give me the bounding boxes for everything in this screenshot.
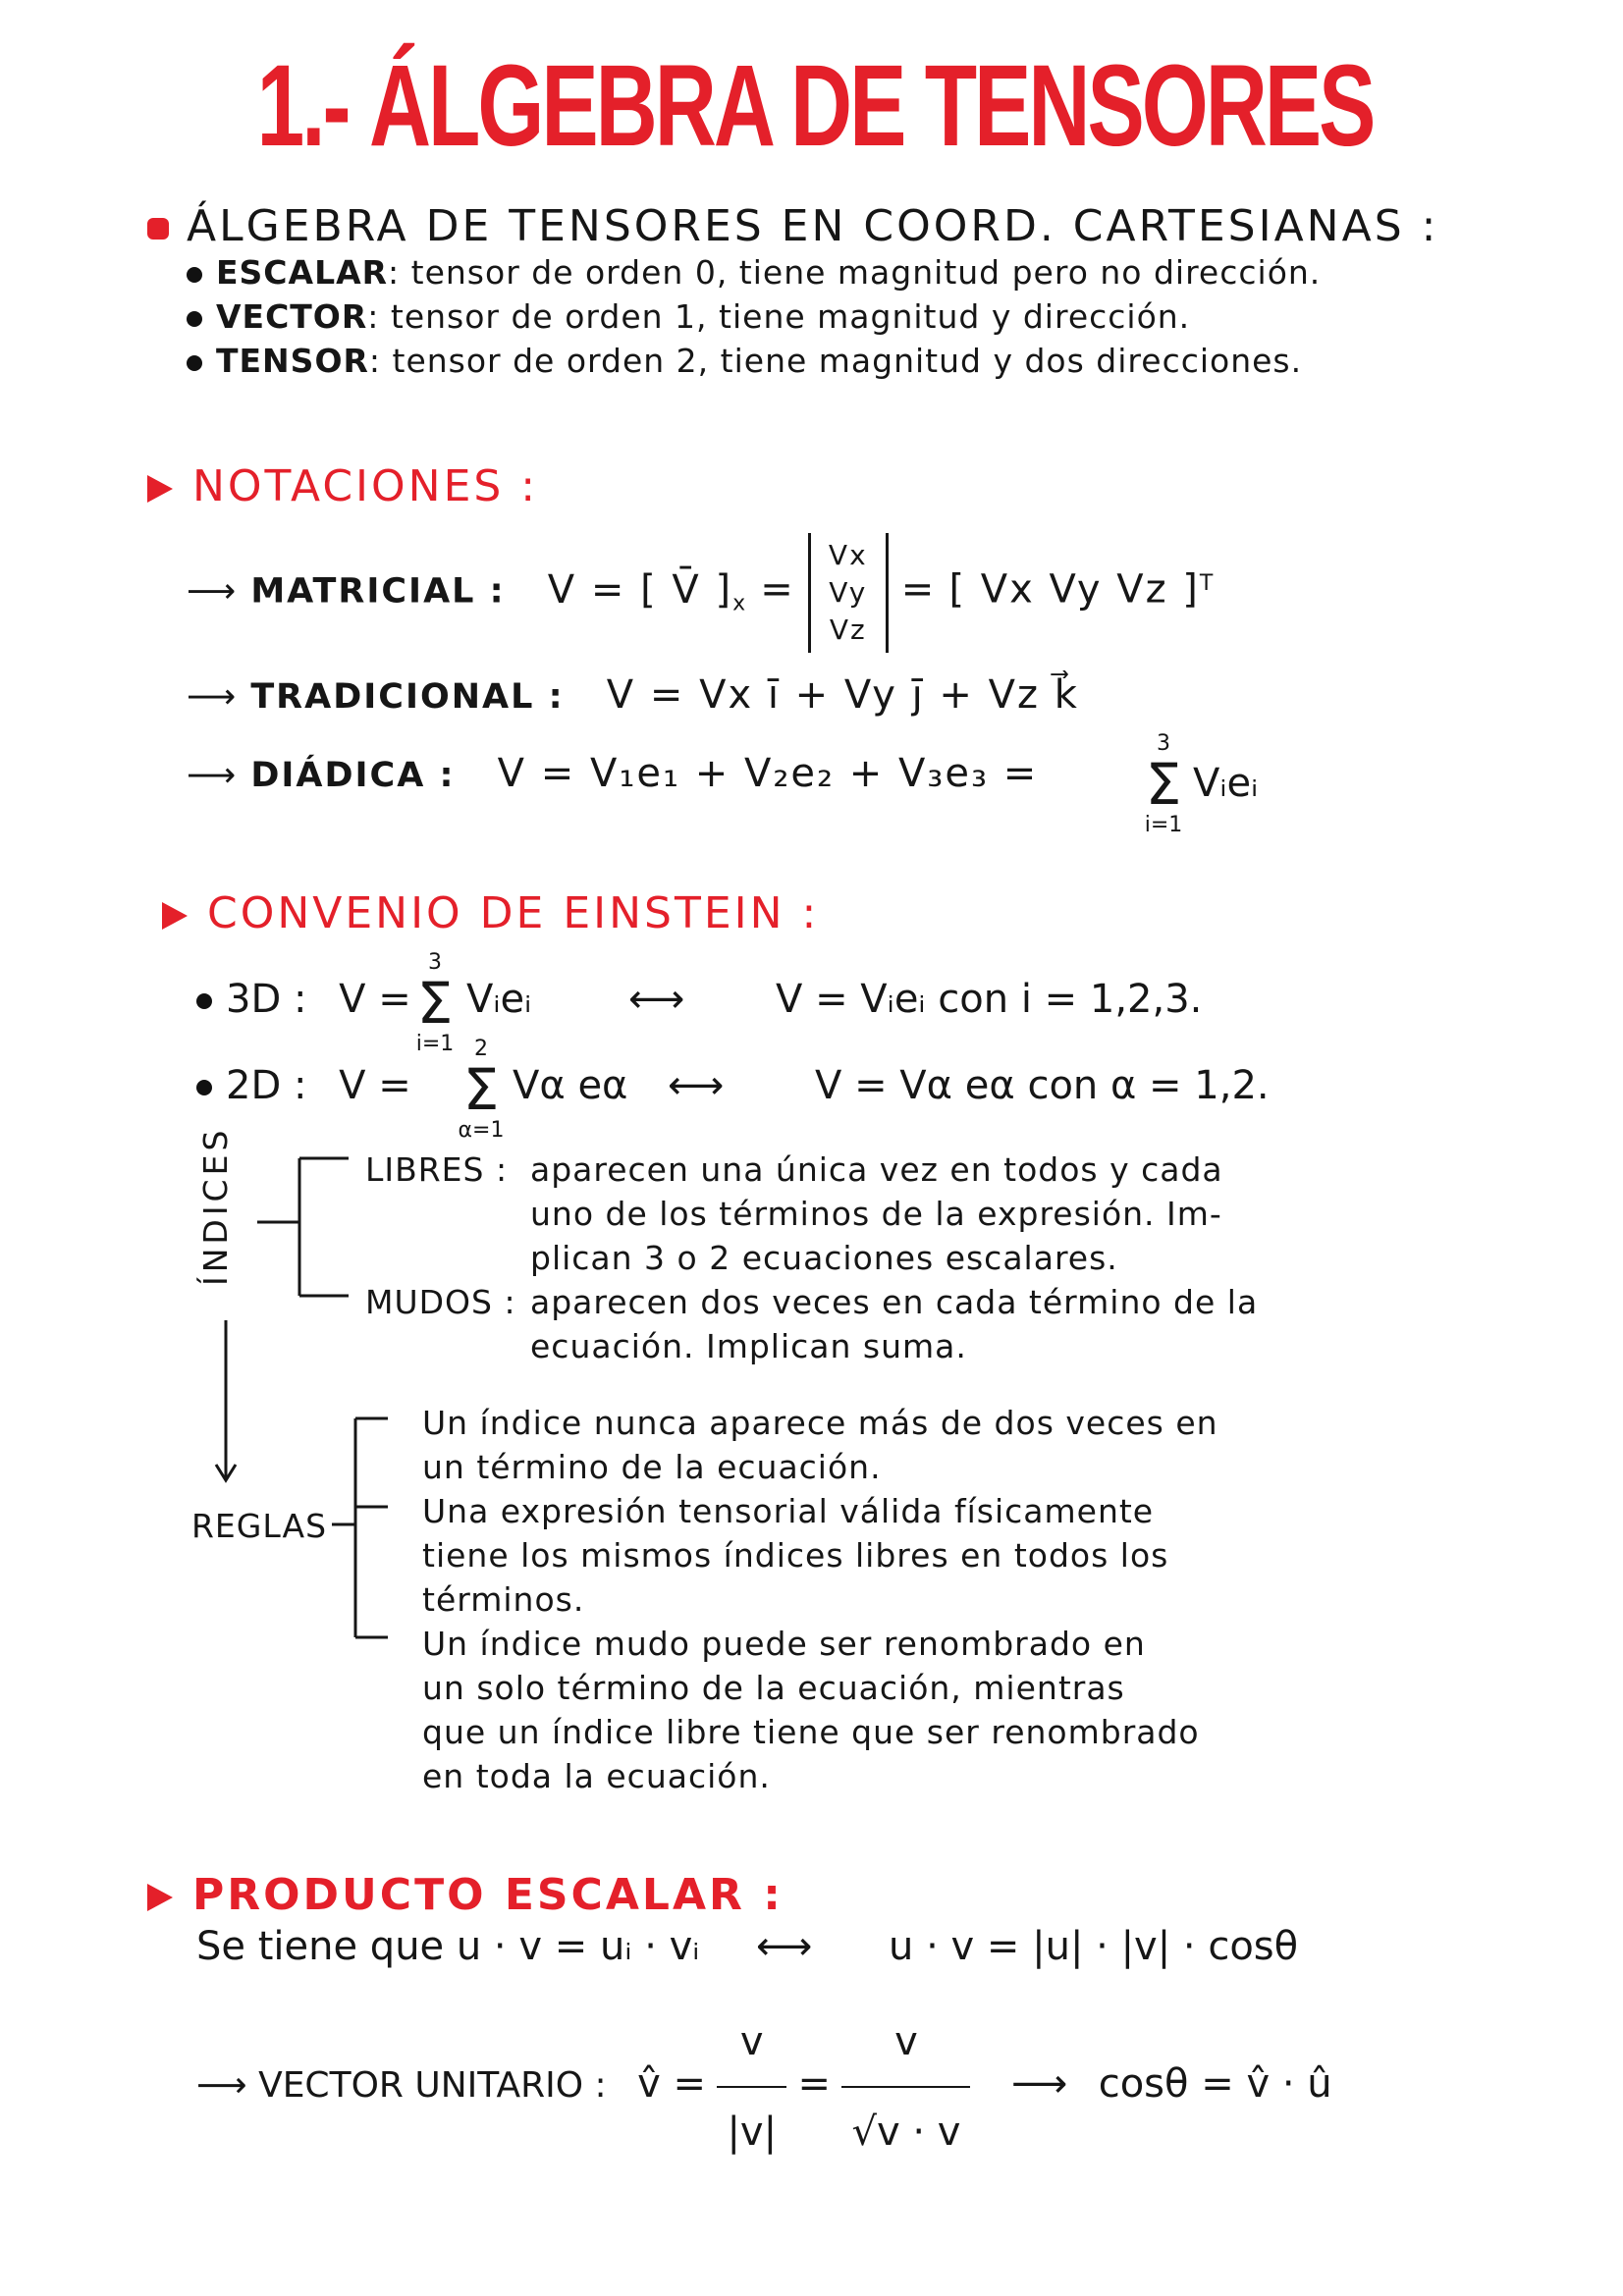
summation: 2 Σ α=1 — [458, 1037, 505, 1143]
fraction: $\frac{v}{√v \cdot v}$ — [841, 1998, 970, 2176]
regla-line: que un índice libre tiene que ser renombrado — [422, 1713, 1200, 1751]
arrow-right-icon: ⟶ — [196, 2065, 259, 2106]
sum-term: Vα eα — [513, 1063, 628, 1108]
column-vector: Vx Vy Vz — [808, 533, 889, 653]
regla-line: en toda la ecuación. — [422, 1757, 771, 1795]
notation-tradicional: ⟶ TRADICIONAL : V = Vx ī + Vy j̄ + Vz k⃗ — [187, 672, 1079, 718]
section-heading-notaciones: NOTACIONES : — [147, 461, 538, 511]
producto-modulo: u · v = |u| · |v| · cosθ — [889, 1924, 1299, 1969]
list-item: TENSOR: tensor de orden 2, tiene magnitud y dos direcciones. — [187, 342, 1302, 380]
double-arrow-icon: ⟷ — [628, 977, 685, 1022]
producto-def: Se tiene que u · v = uᵢ · vᵢ — [196, 1924, 700, 1969]
sigma-icon: Σ — [416, 970, 454, 1037]
sum-term: Vᵢeᵢ — [466, 977, 532, 1022]
page-title: 1.- ÁLGEBRA DE TENSORES — [256, 41, 1374, 171]
notation-matricial: ⟶ MATRICIAL : V = [ V̄ ]$_x$ = Vx Vy Vz = [ Vx Vy Vz ]$^T$ — [187, 530, 1215, 659]
regla-line: términos. — [422, 1580, 585, 1619]
regla-line: Un índice mudo puede ser renombrado en — [422, 1625, 1146, 1663]
arrow-right-icon: ⟶ — [187, 677, 251, 717]
notation-diadica: ⟶ DIÁDICA : V = V₁e₁ + V₂e₂ + V₃e₃ = — [187, 751, 1039, 796]
regla-line: tiene los mismos índices libres en todos los — [422, 1536, 1169, 1575]
sigma-icon: Σ — [462, 1056, 500, 1123]
list-item: ESCALAR: tensor de orden 0, tiene magnitud pero no dirección. — [187, 253, 1321, 292]
summation: 3 Σ i=1 — [410, 950, 460, 1056]
summation: 3 Σ i=1 — [1139, 731, 1188, 837]
libres-label: LIBRES : — [365, 1150, 509, 1189]
section-heading-producto: PRODUCTO ESCALAR : — [147, 1870, 784, 1920]
regla-line: Un índice nunca aparece más de dos veces en — [422, 1404, 1218, 1442]
mudos-line: ecuación. Implican suma. — [530, 1327, 967, 1365]
double-arrow-icon: ⟷ — [756, 1924, 813, 1969]
libres-line: aparecen una única vez en todos y cada — [530, 1150, 1223, 1189]
regla-line: un solo término de la ecuación, mientras — [422, 1669, 1125, 1707]
sum-term: Vᵢeᵢ — [1193, 761, 1259, 806]
arrow-right-icon: ⟶ — [1010, 2061, 1068, 2107]
fraction: $\frac{v}{|v|}$ — [717, 1998, 786, 2176]
vector-unitario: ⟶ VECTOR UNITARIO : v̂ = $\frac{v}{|v|}$ = $\frac{v}{√v \cdot v}$ ⟶ cosθ = v̂ · û — [196, 1998, 1332, 2176]
mudos-label: MUDOS : — [365, 1283, 516, 1321]
list-item: VECTOR: tensor de orden 1, tiene magnitud y dirección. — [187, 297, 1190, 336]
einstein-2d-rhs: V = Vα eα con α = 1,2. — [815, 1063, 1270, 1108]
regla-line: Una expresión tensorial válida físicamente — [422, 1492, 1155, 1530]
sigma-icon: Σ — [1145, 751, 1182, 818]
double-arrow-icon: ⟷ — [668, 1063, 725, 1108]
mudos-line: aparecen dos veces en cada término de la — [530, 1283, 1259, 1321]
regla-line: un término de la ecuación. — [422, 1448, 882, 1486]
triangle-bullet-icon — [147, 1884, 173, 1911]
einstein-3d: 3D : V = — [196, 977, 411, 1022]
einstein-3d-rhs: V = Vᵢeᵢ con i = 1,2,3. — [776, 977, 1203, 1022]
arrow-right-icon: ⟶ — [187, 756, 251, 795]
libres-line: plican 3 o 2 ecuaciones escalares. — [530, 1239, 1118, 1277]
reglas-label: REGLAS — [191, 1507, 328, 1545]
arrow-right-icon: ⟶ — [187, 571, 251, 612]
einstein-2d: 2D : V = — [196, 1063, 411, 1108]
libres-line: uno de los términos de la expresión. Im- — [530, 1195, 1222, 1233]
indices-label: ÍNDICES — [196, 1126, 235, 1286]
section-heading-einstein: CONVENIO DE EINSTEIN : — [162, 888, 819, 938]
section-heading-algebra: ÁLGEBRA DE TENSORES EN COORD. CARTESIANAS : — [147, 201, 1438, 251]
